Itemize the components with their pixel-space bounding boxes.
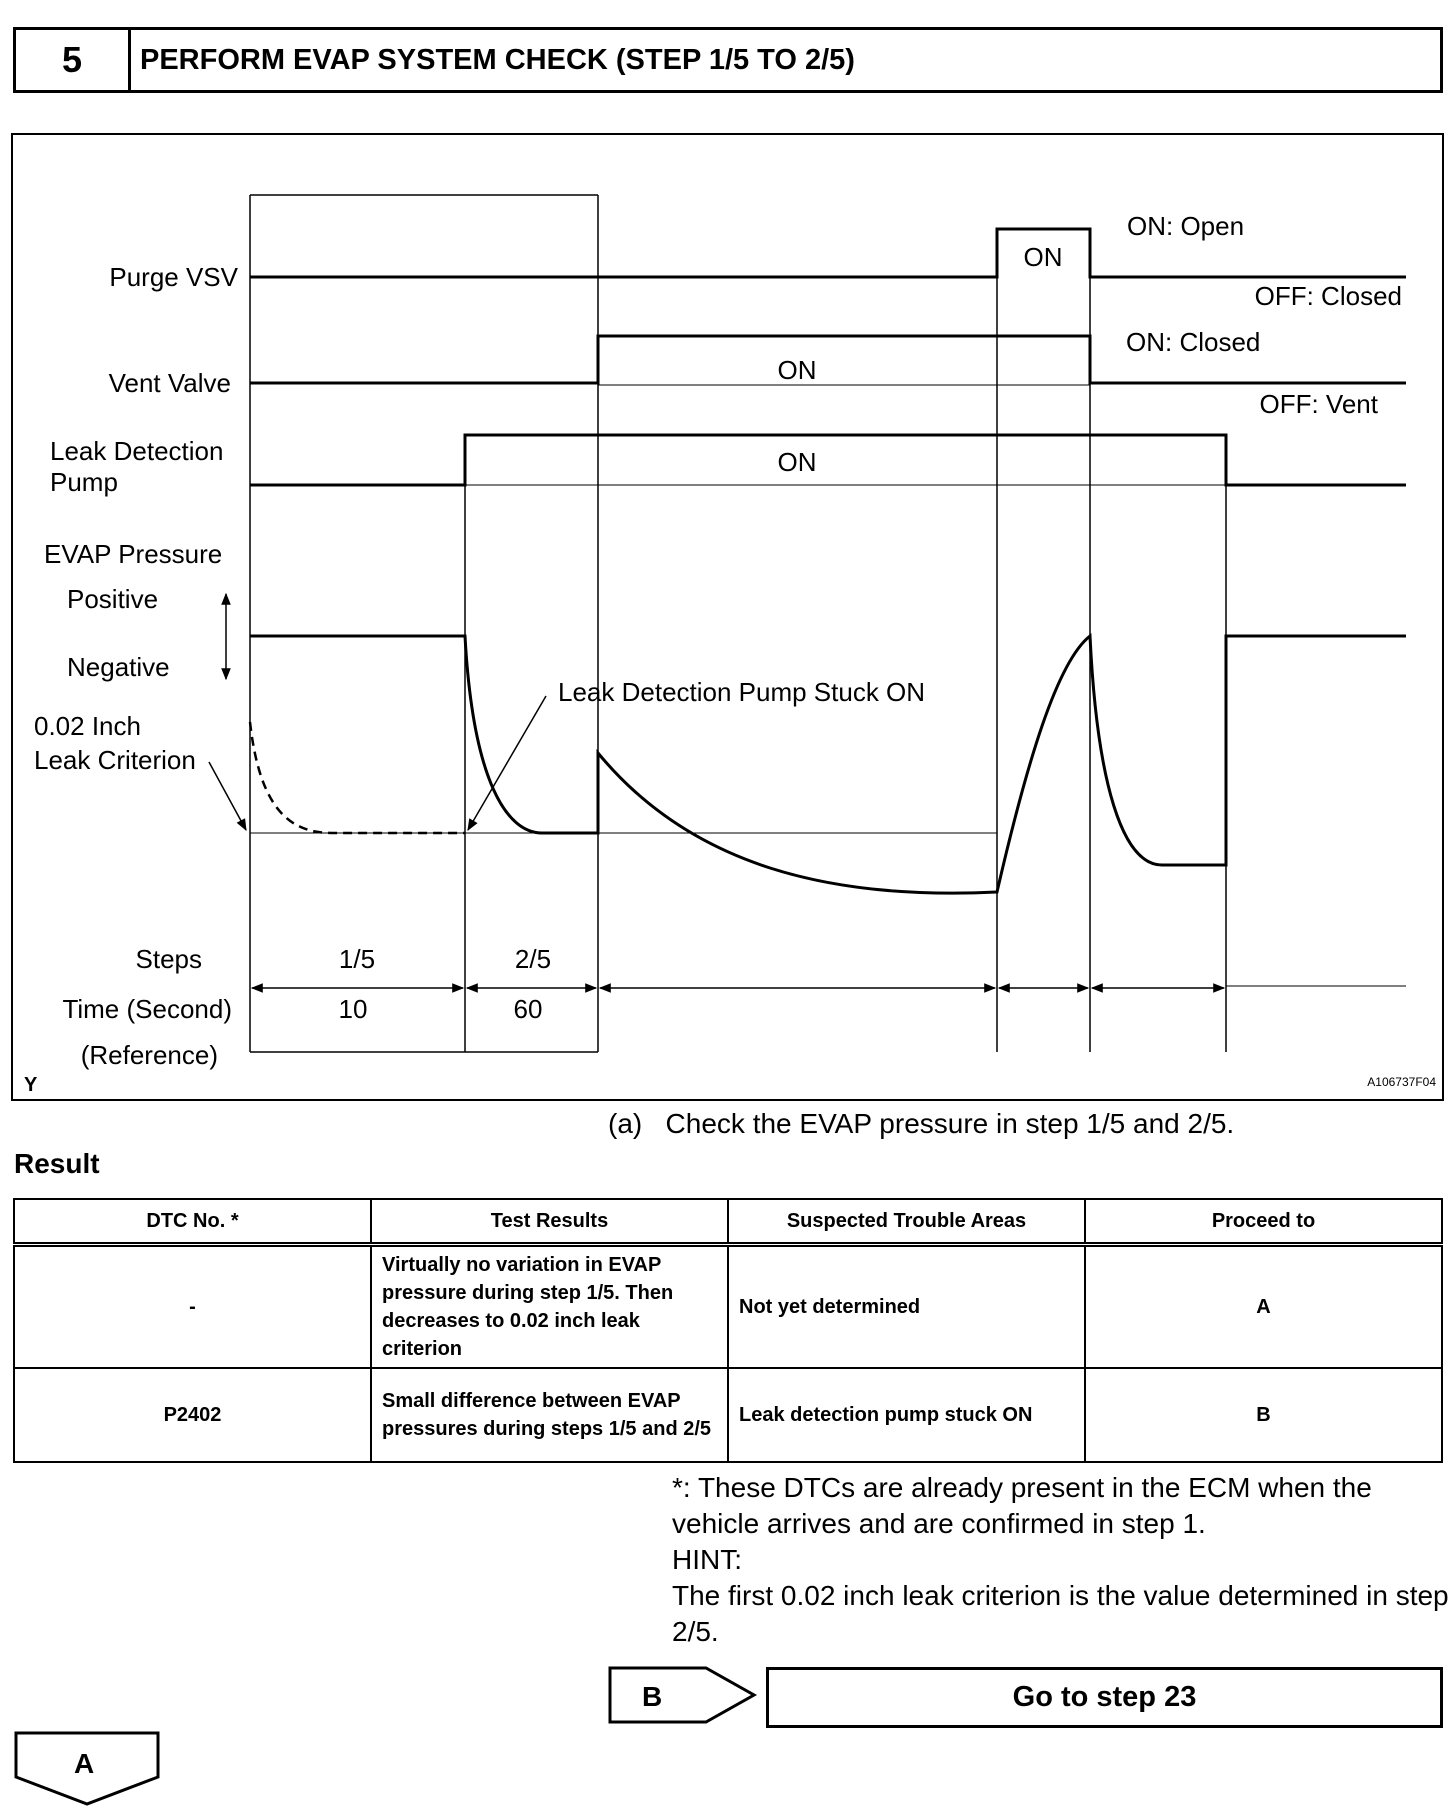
table-row: [14, 1245, 1442, 1369]
column-header: Proceed to: [1085, 1199, 1442, 1245]
timing-chart: [13, 135, 1442, 1099]
stuck-on-callout: Leak Detection Pump Stuck ON: [558, 677, 926, 707]
evap-pressure-trace: [250, 636, 1406, 893]
leak-pump-label-line1: Leak Detection: [50, 436, 224, 466]
criterion-label-line2: Leak Criterion: [34, 745, 196, 775]
stuck-on-pointer: [468, 696, 546, 830]
purge-on-state: ON: Open: [1127, 211, 1245, 241]
pump-on-label: ON: [777, 447, 817, 477]
time-label: Time (Second): [62, 994, 232, 1024]
proceed-cell: B: [1085, 1368, 1442, 1462]
step-2-label: 2/5: [514, 944, 552, 974]
dtc-cell: -: [14, 1245, 371, 1369]
branch-a-marker[interactable]: [14, 1731, 162, 1812]
hint-text: The first 0.02 inch leak criterion is the value determined in step 2/5.: [672, 1580, 1449, 1647]
leak-pump-trace: [250, 435, 1406, 485]
vent-valve-label: Vent Valve: [108, 368, 231, 398]
vent-off-state: OFF: Vent: [1259, 389, 1378, 419]
table-row: [14, 1368, 1442, 1462]
step-1-label: 1/5: [338, 944, 376, 974]
negative-label: Negative: [67, 652, 170, 682]
footnote: *: These DTCs are already present in the ECM when the vehicle arrives and are confirmed in step 1.: [672, 1472, 1372, 1539]
evap-timing-diagram: [11, 133, 1444, 1101]
table-header-row: [14, 1199, 1442, 1245]
vent-on-state: ON: Closed: [1126, 327, 1261, 357]
column-header: Suspected Trouble Areas: [728, 1199, 1085, 1245]
branch-b-label: B: [642, 1681, 663, 1712]
criterion-pointer: [209, 762, 246, 830]
criterion-dashed-trace: [250, 722, 465, 833]
step-number: 5: [16, 30, 131, 90]
corner-letter: Y: [24, 1074, 38, 1096]
criterion-label-line1: 0.02 Inch: [34, 711, 141, 741]
branch-b-marker[interactable]: [608, 1666, 758, 1731]
column-header: DTC No. *: [14, 1199, 371, 1245]
step-header: [13, 27, 1443, 93]
purge-on-label: ON: [1023, 242, 1063, 272]
trouble-area-cell: Leak detection pump stuck ON: [728, 1368, 1085, 1462]
vent-on-label: ON: [777, 355, 817, 385]
result-table: [13, 1198, 1443, 1463]
instruction-text: (a) Check the EVAP pressure in step 1/5 and 2/5.: [608, 1108, 1235, 1139]
time-1-label: 10: [338, 994, 368, 1024]
reference-label: (Reference): [80, 1040, 218, 1070]
branch-a-label: A: [74, 1748, 95, 1779]
figure-code: A106737F04: [1367, 1075, 1436, 1089]
hint-label: HINT:: [672, 1544, 742, 1575]
leak-pump-label-line2: Pump: [50, 467, 118, 497]
test-result-cell: Small difference between EVAP pressures during steps 1/5 and 2/5: [371, 1368, 728, 1462]
positive-label: Positive: [67, 584, 159, 614]
go-to-step-link[interactable]: Go to step 23: [766, 1667, 1443, 1728]
purge-off-state: OFF: Closed: [1254, 281, 1402, 311]
step-dividers: [250, 195, 1226, 1052]
notes-block: [672, 1470, 1452, 1650]
steps-label: Steps: [135, 944, 202, 974]
proceed-cell: A: [1085, 1245, 1442, 1369]
test-result-cell: Virtually no variation in EVAP pressure during step 1/5. Then decreases to 0.02 inch leak criterion: [371, 1245, 728, 1369]
trouble-area-cell: Not yet determined: [728, 1245, 1085, 1369]
purge-vsv-label: Purge VSV: [109, 262, 238, 292]
column-header: Test Results: [371, 1199, 728, 1245]
step-title: PERFORM EVAP SYSTEM CHECK (STEP 1/5 TO 2/5): [140, 43, 855, 76]
time-2-label: 60: [513, 994, 543, 1024]
dtc-cell: P2402: [14, 1368, 371, 1462]
result-heading: Result: [14, 1148, 100, 1179]
evap-pressure-label: EVAP Pressure: [44, 539, 223, 569]
